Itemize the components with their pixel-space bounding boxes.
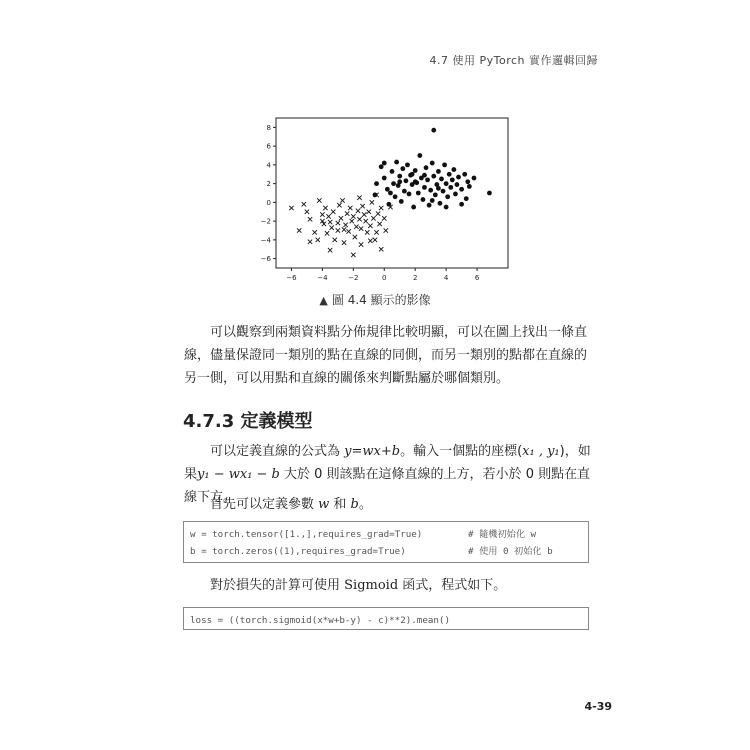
data-point-dot	[417, 153, 422, 158]
data-point-x-marker	[317, 198, 321, 202]
data-point-x-marker	[367, 210, 371, 214]
data-point-x-marker	[354, 225, 358, 229]
code-text: loss = ((torch.sigmoid(x*w+b-y) - c)**2).mean()	[190, 615, 450, 626]
data-point-dot	[422, 185, 427, 190]
data-point-dot	[402, 189, 407, 194]
data-point-dot	[456, 175, 461, 180]
running-header: 4.7 使用 PyTorch 實作邏輯回歸	[429, 54, 598, 67]
data-point-dot	[433, 192, 438, 197]
data-point-dot	[413, 168, 418, 173]
data-point-dot	[379, 164, 384, 169]
data-point-x-marker	[373, 238, 377, 242]
data-point-dot	[373, 192, 378, 197]
data-point-dot	[459, 202, 464, 207]
scatter-chart	[248, 110, 518, 282]
paragraph-loss	[184, 574, 594, 597]
data-point-x-marker	[357, 195, 361, 199]
data-point-x-marker	[308, 240, 312, 244]
p4-text-2: 函式，程式如下。	[398, 578, 507, 593]
data-point-dot	[416, 191, 421, 196]
data-point-x-marker	[374, 230, 378, 234]
data-point-x-marker	[320, 212, 324, 216]
data-point-x-marker	[364, 219, 368, 223]
data-point-x-marker	[328, 248, 332, 252]
data-point-x-marker	[365, 230, 369, 234]
code-line	[190, 526, 582, 543]
data-point-dot	[399, 199, 404, 204]
p3-text-end: 。	[358, 497, 372, 512]
data-point-dot	[465, 179, 470, 184]
x-tick-label: 6	[474, 274, 480, 282]
data-point-dot	[413, 179, 418, 184]
data-point-x-marker	[289, 206, 293, 210]
data-point-x-marker	[342, 240, 346, 244]
data-point-dot	[462, 172, 467, 177]
paragraph-define-params	[184, 493, 594, 516]
data-point-x-marker	[333, 238, 337, 242]
data-point-dot	[455, 182, 460, 187]
data-point-dot	[390, 169, 395, 174]
section-heading: 4.7.3 定義模型	[183, 411, 313, 432]
data-point-x-marker	[359, 242, 363, 246]
data-point-x-marker	[343, 223, 347, 227]
data-point-dot	[436, 186, 441, 191]
data-point-dot	[393, 194, 398, 199]
p3-text-and: 和	[329, 497, 351, 512]
p2-text-2: 。輸入一個點的座標(	[400, 444, 523, 459]
data-point-dot	[448, 185, 453, 190]
data-point-x-marker	[360, 204, 364, 208]
data-point-x-marker	[377, 222, 381, 226]
y-tick-label: 2	[266, 180, 271, 189]
data-point-x-marker	[325, 231, 329, 235]
caption-text: 圖 4.4 顯示的影像	[331, 293, 431, 307]
data-point-dot	[407, 192, 412, 197]
y-tick-label: 4	[266, 161, 271, 170]
data-point-dot	[431, 128, 436, 133]
data-point-x-marker	[357, 217, 361, 221]
page-number: 4-39	[584, 700, 612, 713]
data-point-dot	[422, 173, 427, 178]
data-point-dot	[436, 169, 441, 174]
param-b: b	[350, 497, 359, 512]
data-point-dot	[394, 160, 399, 165]
data-point-x-marker	[340, 198, 344, 202]
data-point-x-marker	[326, 214, 330, 218]
data-point-dot	[424, 165, 429, 170]
y-tick-label: 8	[266, 123, 271, 132]
data-point-dot	[459, 187, 464, 192]
formula-expr: y₁ − wx₁ − b	[197, 467, 280, 482]
data-point-x-marker	[351, 214, 355, 218]
x-tick-label: −6	[286, 274, 297, 282]
x-tick-label: 0	[382, 274, 387, 282]
data-point-x-marker	[329, 225, 333, 229]
data-point-dot	[450, 177, 455, 182]
code-block-loss	[183, 607, 589, 630]
data-point-dot	[405, 162, 410, 167]
data-point-x-marker	[370, 200, 374, 204]
data-point-x-marker	[336, 221, 340, 225]
data-point-dot	[382, 161, 387, 166]
p3-text-1: 首先可以定義參數	[210, 497, 319, 512]
data-point-x-marker	[382, 216, 386, 220]
data-point-dot	[451, 167, 456, 172]
data-point-x-marker	[345, 211, 349, 215]
data-point-x-marker	[328, 220, 332, 224]
p2-text-3: )，如果	[184, 444, 591, 482]
data-point-x-marker	[351, 253, 355, 257]
data-point-x-marker	[356, 209, 360, 213]
data-point-x-marker	[368, 239, 372, 243]
data-point-dot	[404, 178, 409, 183]
data-point-x-marker	[339, 216, 343, 220]
data-point-x-marker	[359, 226, 363, 230]
code-block-params	[183, 521, 589, 563]
data-point-dot	[411, 205, 416, 210]
data-point-dot	[427, 203, 432, 208]
data-point-x-marker	[297, 228, 301, 232]
code-line	[190, 543, 582, 560]
y-tick-label: −4	[260, 236, 271, 245]
data-point-x-marker	[342, 227, 346, 231]
p2-text-1: 可以定義直線的公式為	[210, 444, 345, 459]
data-point-dot	[425, 177, 430, 182]
data-point-x-marker	[346, 229, 350, 233]
code-comment: # 隨機初始化 w	[468, 529, 537, 540]
p4-text-1: 對於損失的計算可使用	[210, 578, 345, 593]
data-point-dot	[438, 201, 443, 206]
data-point-x-marker	[331, 210, 335, 214]
data-point-x-marker	[323, 206, 327, 210]
data-point-x-marker	[312, 230, 316, 234]
data-point-dot	[487, 191, 492, 196]
data-point-dot	[445, 194, 450, 199]
code-text: w = torch.tensor([1.,],requires_grad=True)	[190, 529, 423, 540]
data-point-dot	[467, 184, 472, 189]
data-point-dot	[385, 187, 390, 192]
data-point-dot	[453, 192, 458, 197]
data-point-x-marker	[337, 203, 341, 207]
data-point-x-marker	[384, 228, 388, 232]
scatter-figure	[248, 110, 518, 286]
data-point-dot	[430, 198, 435, 203]
data-point-x-marker	[316, 238, 320, 242]
data-point-dot	[439, 177, 444, 182]
data-point-x-marker	[308, 217, 312, 221]
caption-triangle-icon: ▲	[319, 294, 328, 307]
code-line	[190, 612, 582, 629]
data-point-dot	[464, 196, 469, 201]
y-tick-label: −6	[260, 255, 271, 264]
data-point-dot	[442, 162, 447, 167]
data-point-x-marker	[348, 206, 352, 210]
x-tick-label: 2	[412, 274, 418, 282]
data-point-x-marker	[336, 228, 340, 232]
y-tick-label: 6	[266, 142, 271, 151]
data-point-dot	[421, 197, 426, 202]
param-w: w	[318, 497, 330, 512]
figure-caption	[0, 291, 750, 308]
y-tick-label: −2	[260, 217, 271, 226]
data-point-x-marker	[350, 219, 354, 223]
y-tick-label: 0	[266, 198, 271, 207]
data-point-dot	[400, 166, 405, 171]
data-point-dot	[391, 181, 396, 186]
data-point-dot	[387, 202, 392, 207]
data-point-dot	[410, 172, 415, 177]
data-point-x-marker	[376, 211, 380, 215]
data-point-dot	[430, 161, 435, 166]
data-point-x-marker	[302, 202, 306, 206]
data-point-dot	[472, 176, 477, 181]
data-point-dot	[444, 205, 449, 210]
data-point-dot	[428, 188, 433, 193]
formula-coord: x₁ , y₁	[522, 444, 560, 459]
data-point-dot	[397, 174, 402, 179]
data-point-dot	[444, 181, 449, 186]
data-point-dot	[431, 174, 436, 179]
data-point-dot	[388, 191, 393, 196]
data-point-dot	[397, 179, 402, 184]
code-text: b = torch.zeros((1),requires_grad=True)	[190, 546, 406, 557]
data-point-x-marker	[371, 216, 375, 220]
data-point-dot	[447, 172, 452, 177]
data-point-dot	[382, 176, 387, 181]
x-tick-label: 4	[443, 274, 449, 282]
paragraph-observation: 可以觀察到兩類資料點分佈規律比較明顯，可以在圖上找出一條直線，儘量保證同一類別的點在直線的同側，而另一類別的點都在直線的另一側，可以用點和直線的關係來判斷點屬於哪個類別。	[184, 325, 588, 386]
p2-text-4: 大於 0 則該點在這條直線的上方，若小於 0 則點在直線下方。	[184, 467, 591, 505]
code-comment: # 使用 0 初始化 b	[468, 546, 553, 557]
data-point-x-marker	[379, 206, 383, 210]
x-tick-label: −4	[317, 274, 328, 282]
data-point-x-marker	[368, 224, 372, 228]
data-point-dot	[441, 189, 446, 194]
x-tick-label: −2	[348, 274, 359, 282]
data-point-x-marker	[379, 247, 383, 251]
data-point-x-marker	[353, 235, 357, 239]
formula-line: y=wx+b	[344, 444, 401, 459]
data-point-dot	[374, 181, 379, 186]
sigmoid-term: Sigmoid	[344, 578, 399, 593]
data-point-x-marker	[305, 210, 309, 214]
data-point-x-marker	[362, 212, 366, 216]
